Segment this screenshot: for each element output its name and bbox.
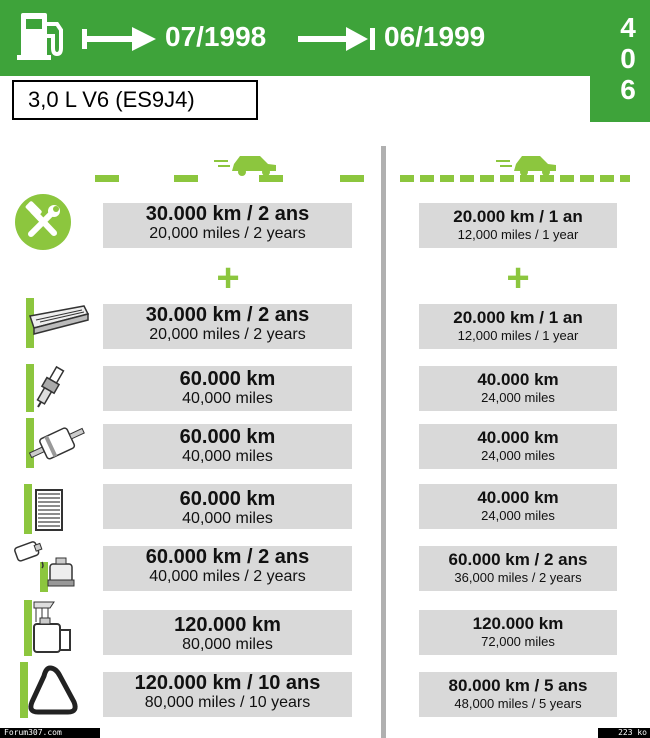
interval-box bbox=[419, 484, 617, 529]
start-date: 07/1998 bbox=[165, 21, 267, 52]
end-date: 06/1999 bbox=[384, 21, 486, 52]
dash bbox=[259, 175, 283, 182]
interval-km: 120.000 km bbox=[472, 614, 564, 633]
dash bbox=[540, 175, 554, 182]
dash bbox=[480, 175, 494, 182]
coolant-icon bbox=[24, 600, 76, 656]
dash bbox=[340, 175, 364, 182]
interval-box bbox=[103, 203, 352, 248]
interval-box bbox=[103, 546, 352, 591]
interval-km: 60.000 km bbox=[179, 368, 276, 390]
interval-box bbox=[419, 424, 617, 469]
interval-box bbox=[419, 203, 617, 248]
model-digit: 0 bbox=[620, 43, 636, 74]
interval-box bbox=[103, 610, 352, 655]
dash bbox=[560, 175, 574, 182]
dash bbox=[580, 175, 594, 182]
interval-box bbox=[103, 484, 352, 529]
dash bbox=[500, 175, 514, 182]
tools-icon bbox=[14, 193, 72, 251]
interval-km: 20.000 km / 1 an bbox=[453, 308, 583, 327]
interval-km: 60.000 km / 2 ans bbox=[145, 546, 310, 568]
model-number bbox=[606, 12, 650, 105]
interval-box bbox=[103, 304, 352, 349]
interval-miles: 24,000 miles bbox=[481, 448, 555, 463]
interval-km: 40.000 km bbox=[477, 428, 559, 447]
interval-box bbox=[419, 304, 617, 349]
interval-miles: 80,000 miles bbox=[182, 636, 273, 653]
interval-miles: 40,000 miles / 2 years bbox=[149, 568, 306, 585]
cabin-filter-icon bbox=[26, 298, 90, 348]
column-divider bbox=[381, 146, 386, 738]
dash bbox=[620, 175, 630, 182]
footer-file-size: 223 ko bbox=[598, 728, 650, 738]
interval-miles: 40,000 miles bbox=[182, 390, 273, 407]
interval-km: 20.000 km / 1 an bbox=[453, 207, 583, 226]
interval-box bbox=[419, 610, 617, 655]
interval-miles: 36,000 miles / 2 years bbox=[454, 570, 582, 585]
interval-box bbox=[419, 366, 617, 411]
interval-km: 40.000 km bbox=[477, 488, 559, 507]
arrow-icon bbox=[298, 25, 376, 53]
dash bbox=[400, 175, 414, 182]
interval-km: 60.000 km bbox=[179, 488, 276, 510]
interval-km: 60.000 km bbox=[179, 426, 276, 448]
interval-km: 60.000 km / 2 ans bbox=[448, 550, 588, 569]
brake-fluid-icon bbox=[14, 540, 76, 592]
car-icon bbox=[496, 150, 558, 176]
model-digit: 6 bbox=[620, 74, 636, 105]
interval-miles: 40,000 miles bbox=[182, 510, 273, 527]
engine-label: 3,0 L V6 (ES9J4) bbox=[12, 80, 258, 120]
dash bbox=[460, 175, 474, 182]
interval-box bbox=[103, 366, 352, 411]
interval-box bbox=[419, 546, 617, 591]
interval-miles: 72,000 miles bbox=[481, 634, 555, 649]
interval-km: 40.000 km bbox=[477, 370, 559, 389]
dash bbox=[440, 175, 454, 182]
fuel-pump-icon bbox=[17, 10, 69, 62]
interval-miles: 80,000 miles / 10 years bbox=[144, 694, 311, 711]
interval-km: 30.000 km / 2 ans bbox=[145, 203, 310, 225]
model-digit: 4 bbox=[620, 12, 636, 43]
plus-sign: + bbox=[216, 256, 240, 300]
interval-miles: 24,000 miles bbox=[481, 390, 555, 405]
interval-miles: 12,000 miles / 1 year bbox=[457, 328, 579, 343]
spark-plug-icon bbox=[26, 364, 72, 412]
plus-sign: + bbox=[506, 256, 530, 300]
interval-miles: 12,000 miles / 1 year bbox=[457, 227, 579, 242]
interval-km: 80.000 km / 5 ans bbox=[448, 676, 588, 695]
interval-miles: 40,000 miles bbox=[182, 448, 273, 465]
dash bbox=[174, 175, 198, 182]
dash bbox=[520, 175, 534, 182]
fuel-filter-icon bbox=[26, 418, 86, 468]
interval-miles: 20,000 miles / 2 years bbox=[149, 225, 306, 242]
arrow-icon bbox=[82, 25, 158, 53]
interval-miles: 48,000 miles / 5 years bbox=[454, 696, 582, 711]
dash bbox=[600, 175, 614, 182]
interval-km: 120.000 km bbox=[174, 614, 281, 636]
footer-watermark: Forum307.com bbox=[0, 728, 100, 738]
interval-box bbox=[419, 672, 617, 717]
timing-belt-icon bbox=[20, 662, 80, 718]
interval-miles: 24,000 miles bbox=[481, 508, 555, 523]
interval-miles: 20,000 miles / 2 years bbox=[149, 326, 306, 343]
interval-box bbox=[103, 424, 352, 469]
dash bbox=[95, 175, 119, 182]
interval-box bbox=[103, 672, 352, 717]
interval-km: 30.000 km / 2 ans bbox=[145, 304, 310, 326]
dash bbox=[420, 175, 434, 182]
air-filter-icon bbox=[24, 484, 72, 534]
car-icon bbox=[214, 150, 278, 176]
interval-km: 120.000 km / 10 ans bbox=[134, 672, 321, 694]
